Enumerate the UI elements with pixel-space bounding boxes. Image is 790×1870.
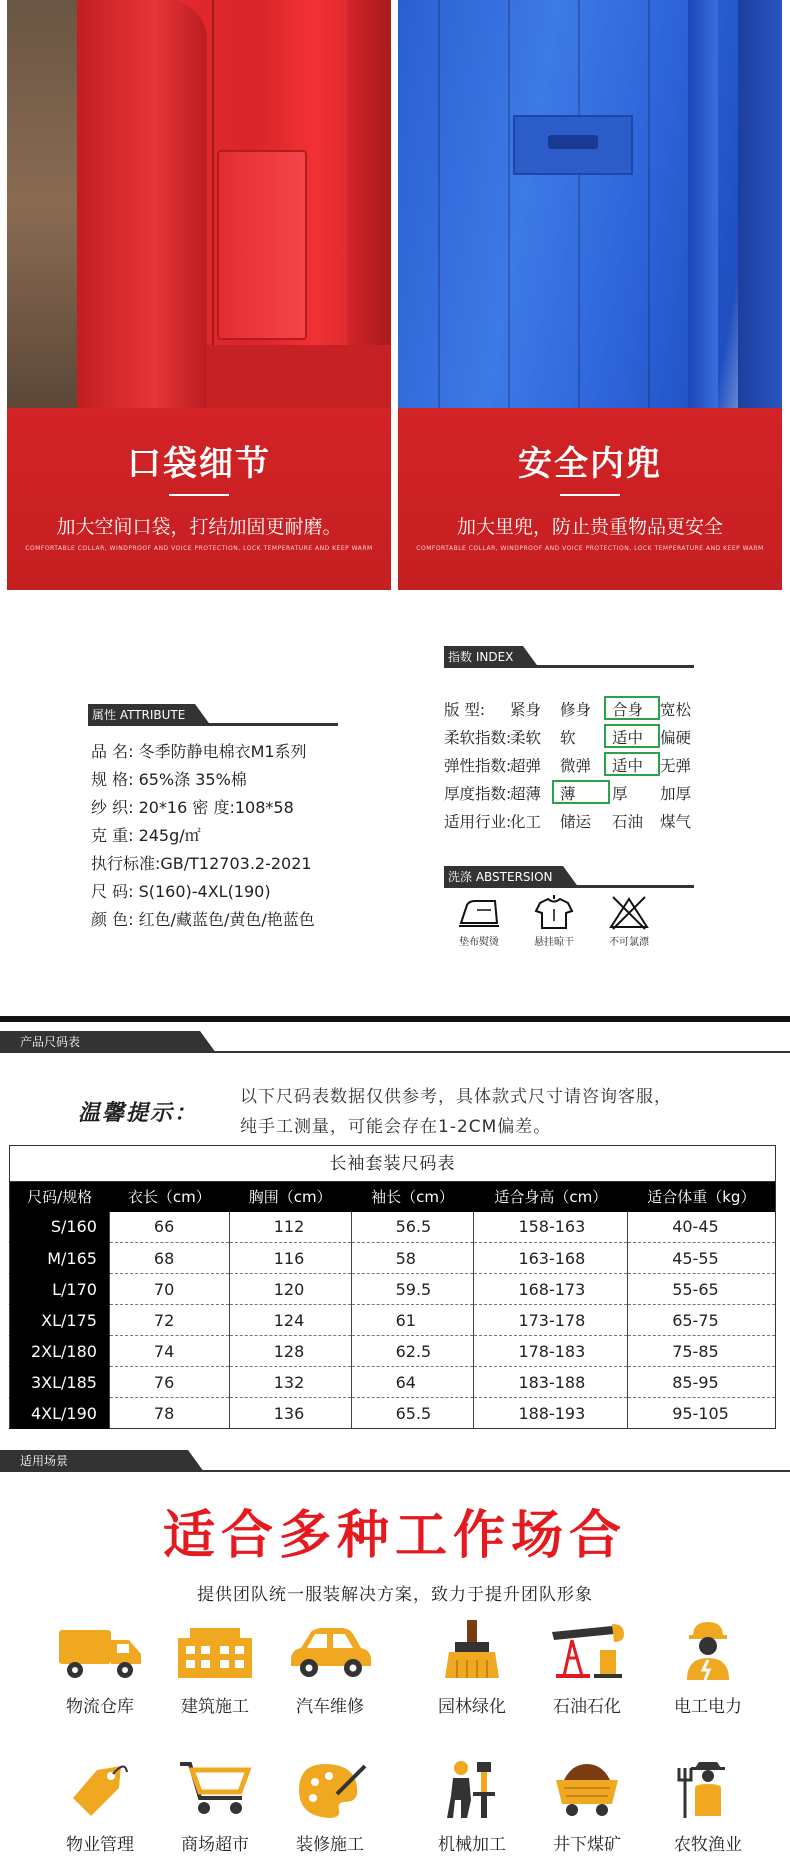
size-row — [10, 1398, 776, 1429]
size-value-cell: 183-188 — [474, 1367, 628, 1398]
index-selected-box — [552, 780, 610, 804]
size-table — [9, 1145, 776, 1429]
size-value-cell: 188-193 — [474, 1398, 628, 1429]
size-column-header: 适合身高（cm） — [474, 1182, 628, 1212]
size-label-cell: M/165 — [10, 1243, 110, 1274]
size-chart-header-label: 产品尺码表 — [0, 1031, 200, 1053]
wash-instructions — [444, 895, 704, 965]
size-row — [10, 1367, 776, 1398]
index-option: 微弹 — [560, 757, 592, 775]
wash-item — [519, 895, 589, 948]
size-value-cell: 78 — [109, 1398, 229, 1429]
size-column-header: 尺码/规格 — [10, 1182, 110, 1212]
iron-icon — [457, 895, 501, 931]
caption-divider — [560, 494, 620, 496]
oil-pump-icon — [542, 1620, 632, 1682]
index-option: 超弹 — [510, 757, 542, 775]
blue-lining-photo — [398, 0, 782, 408]
size-value-cell: 40-45 — [628, 1212, 776, 1243]
size-value-cell: 85-95 — [628, 1367, 776, 1398]
size-value-cell: 58 — [351, 1243, 474, 1274]
size-value-cell: 45-55 — [628, 1243, 776, 1274]
size-table-caption: 长袖套装尺码表 — [9, 1145, 776, 1181]
scene-label: 石油石化 — [553, 1697, 621, 1717]
pocket-detail-panel — [7, 0, 391, 590]
size-label-cell: 2XL/180 — [10, 1336, 110, 1367]
size-value-cell: 55-65 — [628, 1274, 776, 1305]
index-option: 超薄 — [510, 785, 542, 803]
scene-label: 电工电力 — [674, 1697, 742, 1717]
attribute-row: 颜 色: 红色/藏蓝色/黄色/艳蓝色 — [91, 910, 315, 929]
size-value-cell: 173-178 — [474, 1305, 628, 1336]
scene-item — [412, 1758, 532, 1855]
size-row — [10, 1212, 776, 1243]
size-label-cell: S/160 — [10, 1212, 110, 1243]
size-chart-header — [0, 1031, 790, 1053]
index-row — [444, 695, 734, 723]
size-value-cell: 68 — [109, 1243, 229, 1274]
size-table-body — [10, 1212, 776, 1429]
inner-pocket-panel — [398, 0, 782, 590]
car-icon — [285, 1620, 375, 1682]
electrician-icon — [663, 1620, 753, 1682]
pocket-tiny-text: COMFORTABLE COLLAR, WINDPROOF AND VOICE PROTECTION, LOCK TEMPERATURE AND KEEP WARM — [25, 545, 373, 552]
inner-pocket-tiny-text: COMFORTABLE COLLAR, WINDPROOF AND VOICE PROTECTION, LOCK TEMPERATURE AND KEEP WARM — [416, 545, 764, 552]
attribute-header-label: 属性 ATTRIBUTE — [88, 704, 195, 726]
scene-item — [40, 1758, 160, 1855]
note-title: 温馨提示： — [78, 1101, 199, 1126]
size-value-cell: 132 — [229, 1367, 351, 1398]
scene-item — [648, 1758, 768, 1855]
attribute-row: 纱 织: 20*16 密 度:108*58 — [91, 798, 294, 817]
index-option: 薄 — [560, 785, 576, 803]
index-row-label: 厚度指数: — [444, 785, 512, 803]
inner-pocket-title: 安全内兜 — [518, 444, 662, 484]
size-value-cell: 124 — [229, 1305, 351, 1336]
index-option: 合身 — [612, 701, 644, 719]
index-row — [444, 807, 734, 835]
size-value-cell: 112 — [229, 1212, 351, 1243]
note-text — [240, 1082, 672, 1142]
index-option: 无弹 — [660, 757, 692, 775]
cart-icon — [170, 1758, 260, 1820]
index-option: 石油 — [612, 813, 644, 831]
scene-item — [527, 1620, 647, 1717]
index-row — [444, 779, 734, 807]
index-header — [444, 646, 694, 668]
machinist-icon — [427, 1758, 517, 1820]
wash-header-rule — [444, 885, 694, 888]
size-value-cell: 163-168 — [474, 1243, 628, 1274]
size-value-cell: 116 — [229, 1243, 351, 1274]
scenes-title: 适合多种工作场合 — [162, 1506, 627, 1566]
size-value-cell: 66 — [109, 1212, 229, 1243]
scene-label: 装修施工 — [296, 1835, 364, 1855]
scene-item — [270, 1758, 390, 1855]
scene-label: 井下煤矿 — [553, 1835, 621, 1855]
scene-label: 商场超市 — [181, 1835, 249, 1855]
size-value-cell: 62.5 — [351, 1336, 474, 1367]
no-bleach-icon — [607, 895, 651, 931]
mine-cart-icon — [542, 1758, 632, 1820]
size-value-cell: 74 — [109, 1336, 229, 1367]
index-selected-box — [604, 752, 660, 776]
scene-item — [155, 1758, 275, 1855]
index-row — [444, 751, 734, 779]
size-column-header: 胸围（cm） — [229, 1182, 351, 1212]
size-column-header: 袖长（cm） — [351, 1182, 474, 1212]
scene-item — [40, 1620, 160, 1717]
size-value-cell: 75-85 — [628, 1336, 776, 1367]
size-value-cell: 76 — [109, 1367, 229, 1398]
attribute-row: 执行标准:GB/T12703.2-2021 — [91, 854, 312, 873]
scenes-subtitle: 提供团队统一服装解决方案，致力于提升团队形象 — [197, 1585, 593, 1605]
size-value-cell: 168-173 — [474, 1274, 628, 1305]
index-row-label: 弹性指数: — [444, 757, 512, 775]
wash-label: 悬挂晾干 — [534, 937, 574, 948]
farmer-icon — [663, 1758, 753, 1820]
tag-icon — [55, 1758, 145, 1820]
attribute-row: 规 格: 65%涤 35%棉 — [91, 770, 247, 789]
scenes-header-label: 适用场景 — [0, 1450, 188, 1472]
attribute-list — [91, 738, 391, 934]
index-row — [444, 723, 734, 751]
size-value-cell: 95-105 — [628, 1398, 776, 1429]
size-value-cell: 70 — [109, 1274, 229, 1305]
wash-header-label: 洗涤 ABSTERSION — [444, 866, 563, 888]
attribute-row: 尺 码: S(160)-4XL(190) — [91, 882, 271, 901]
scene-label: 物业管理 — [66, 1835, 134, 1855]
pocket-title: 口袋细节 — [127, 444, 271, 484]
size-chart-header-rule — [0, 1051, 790, 1053]
size-column-header: 衣长（cm） — [109, 1182, 229, 1212]
scene-label: 物流仓库 — [66, 1697, 134, 1717]
size-row — [10, 1336, 776, 1367]
wash-header — [444, 866, 694, 888]
index-table — [444, 695, 734, 835]
caption-divider — [169, 494, 229, 496]
size-table-header-row — [10, 1182, 776, 1212]
index-option: 化工 — [510, 813, 542, 831]
index-row-label: 柔软指数: — [444, 729, 512, 747]
size-value-cell: 65.5 — [351, 1398, 474, 1429]
index-option: 储运 — [560, 813, 592, 831]
index-option: 适中 — [612, 729, 644, 747]
size-row — [10, 1243, 776, 1274]
truck-icon — [55, 1620, 145, 1682]
index-option: 修身 — [560, 701, 592, 719]
size-row — [10, 1305, 776, 1336]
size-value-cell: 64 — [351, 1367, 474, 1398]
hang-dry-icon — [532, 895, 576, 931]
attribute-row: 品 名: 冬季防静电棉衣M1系列 — [91, 742, 307, 761]
size-value-cell: 136 — [229, 1398, 351, 1429]
scene-label: 建筑施工 — [181, 1697, 249, 1717]
inner-pocket-subtitle: 加大里兜，防止贵重物品更安全 — [456, 516, 723, 538]
index-header-rule — [444, 665, 694, 668]
attribute-header — [88, 704, 338, 726]
index-option: 厚 — [612, 785, 628, 803]
brush-icon — [427, 1620, 517, 1682]
scene-label: 汽车维修 — [296, 1697, 364, 1717]
wash-label: 垫布熨烫 — [459, 937, 499, 948]
index-row-label: 适用行业: — [444, 813, 512, 831]
palette-icon — [285, 1758, 375, 1820]
index-selected-box — [604, 696, 660, 720]
size-value-cell: 128 — [229, 1336, 351, 1367]
scene-item — [155, 1620, 275, 1717]
index-option: 煤气 — [660, 813, 692, 831]
size-row — [10, 1274, 776, 1305]
scene-item — [648, 1620, 768, 1717]
scene-label: 机械加工 — [438, 1835, 506, 1855]
pocket-caption — [7, 408, 391, 590]
building-icon — [170, 1620, 260, 1682]
scene-item — [412, 1620, 532, 1717]
scene-item — [270, 1620, 390, 1717]
attribute-header-rule — [88, 723, 338, 726]
size-value-cell: 61 — [351, 1305, 474, 1336]
size-label-cell: XL/175 — [10, 1305, 110, 1336]
size-value-cell: 56.5 — [351, 1212, 474, 1243]
scene-label: 农牧渔业 — [674, 1835, 742, 1855]
index-option: 柔软 — [510, 729, 542, 747]
index-option: 宽松 — [660, 701, 692, 719]
wash-item — [444, 895, 514, 948]
size-value-cell: 65-75 — [628, 1305, 776, 1336]
size-value-cell: 158-163 — [474, 1212, 628, 1243]
index-option: 加厚 — [660, 785, 692, 803]
inner-pocket-caption — [398, 408, 782, 590]
index-option: 紧身 — [510, 701, 542, 719]
size-section-top-rule — [0, 1016, 790, 1022]
size-value-cell: 120 — [229, 1274, 351, 1305]
size-value-cell: 72 — [109, 1305, 229, 1336]
index-option: 软 — [560, 729, 576, 747]
size-column-header: 适合体重（kg） — [628, 1182, 776, 1212]
wash-label: 不可氯漂 — [609, 937, 649, 948]
size-label-cell: 3XL/185 — [10, 1367, 110, 1398]
size-value-cell: 178-183 — [474, 1336, 628, 1367]
note-line: 以下尺码表数据仅供参考，具体款式尺寸请咨询客服， — [240, 1087, 672, 1107]
index-selected-box — [604, 724, 660, 748]
note-line: 纯手工测量，可能会存在1-2CM偏差。 — [240, 1117, 552, 1137]
size-label-cell: L/170 — [10, 1274, 110, 1305]
attribute-row: 克 重: 245g/㎡ — [91, 826, 201, 845]
pocket-subtitle: 加大空间口袋，打结加固更耐磨。 — [56, 516, 342, 538]
red-jacket-photo — [7, 0, 391, 408]
index-row-label: 版 型: — [444, 701, 486, 719]
scenes-header — [0, 1450, 790, 1472]
wash-item — [594, 895, 664, 948]
scene-item — [527, 1758, 647, 1855]
scene-label: 园林绿化 — [438, 1697, 506, 1717]
index-header-label: 指数 INDEX — [444, 646, 523, 668]
size-label-cell: 4XL/190 — [10, 1398, 110, 1429]
index-option: 偏硬 — [660, 729, 692, 747]
size-value-cell: 59.5 — [351, 1274, 474, 1305]
index-option: 适中 — [612, 757, 644, 775]
scenes-header-rule — [0, 1470, 790, 1472]
